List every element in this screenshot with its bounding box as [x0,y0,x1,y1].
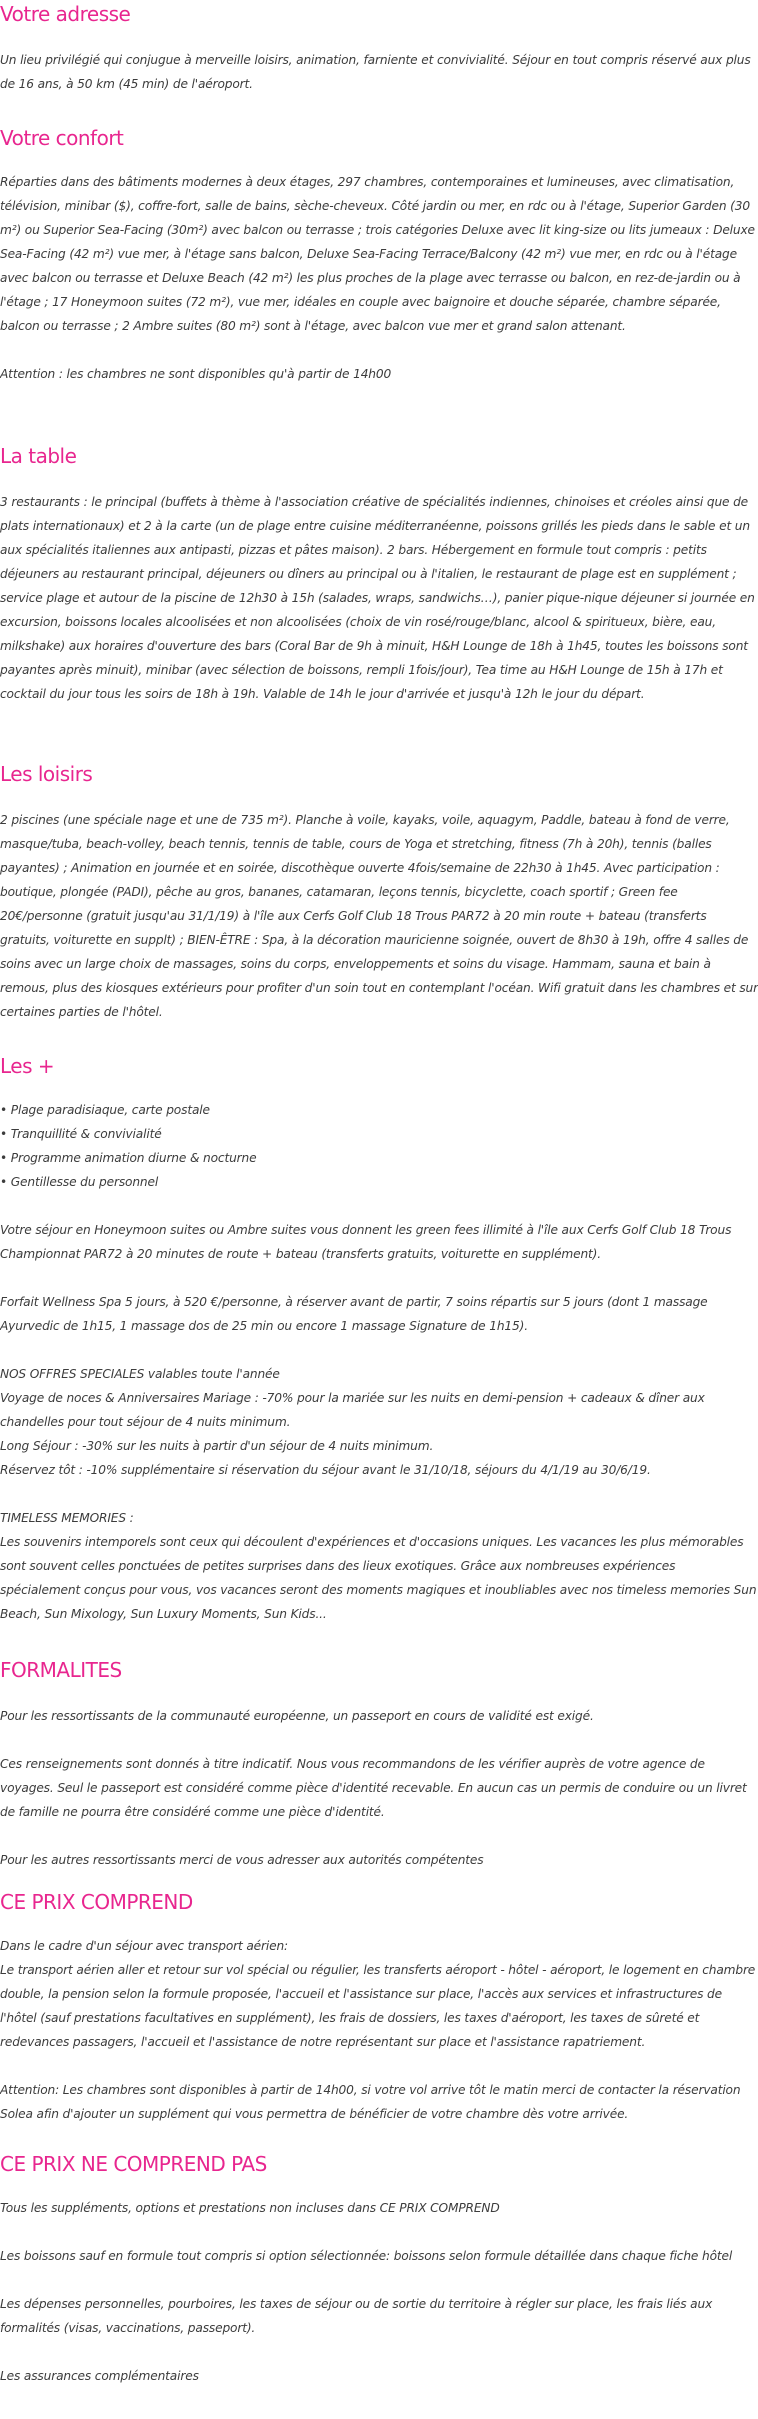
section-adresse [0,0,758,96]
section-paragraph: 2 piscines (une spéciale nage et une de 735 m²). Planche à voile, kayaks, voile, aquagym, Paddle, bateau à fond de verre, masque/tuba, beach-volley, beach tennis, tennis de table, cours de Yoga et stretching, fitness (7h à 20h), tennis (balles payantes) ; Animation en journée et en soirée, discothèque ouverte 4fois/semaine de 22h30 à 1h45. Avec participation : boutique, plongée (PADI), pêche au gros, bananes, catamaran, leçons tennis, bicyclette, coach sportif ; Green fee 20€/personne (gratuit jusqu'au 31/1/19) à l'île aux Cerfs Golf Club 18 Trous PAR72 à 20 min route + bateau (transferts gratuits, voiturette en supplt) ; BIEN-ÊTRE : Spa, à la décoration mauricienne soignée, ouvert de 8h30 à 19h, offre 4 salles de soins avec un large choix de massages, soins du corps, enveloppements et soins du visage. Hammam, sauna et bain à remous, plus des kiosques extérieurs pour profiter d'un soin tout en contemplant l'océan. Wifi gratuit dans les chambres et sur certaines parties de l'hôtel. [0,813,758,1019]
timeless-heading: TIMELESS MEMORIES : [0,1511,134,1525]
section-title: La table [0,444,77,468]
section-paragraph: Réparties dans des bâtiments modernes à deux étages, 297 chambres, contemporaines et lumineuses, avec climatisation, télévision, minibar ($), coffre-fort, salle de bains, sèche-cheveux. Côté jardin ou mer, en rdc ou à l'étage, Superior Garden (30 m²) ou Superior Sea-Facing (30m²) avec balcon ou terrasse ; trois catégories Deluxe avec lit king-size ou lits jumeaux : Deluxe Sea-Facing (42 m²) vue mer, à l'étage sans balcon, Deluxe Sea-Facing Terrace/Balcony (42 m²) vue mer, en rdc ou à l'étage avec balcon ou terrasse et Deluxe Beach (42 m²) les plus proches de la plage avec terrasse ou balcon, en rez-de-jardin ou à l'étage ; 17 Honeymoon suites (72 m²), vue mer, idéales en couple avec baignoire et douche séparée, chambre séparée, balcon ou terrasse ; 2 Ambre suites (80 m²) sont à l'étage, avec balcon vue mer et grand salon attenant. [0,175,755,333]
section-paragraph: Pour les ressortissants de la communauté européenne, un passeport en cours de validité est exigé. [0,1709,594,1723]
section-title: Votre confort [0,126,124,150]
list-item: • Programme animation diurne & nocturne [0,1151,257,1165]
section-paragraph: Dans le cadre d'un séjour avec transport aérien: [0,1939,288,1953]
section-paragraph: Le transport aérien aller et retour sur vol spécial ou régulier, les transferts aéroport - hôtel - aéroport, le logement en chambre double, la pension selon la formule proposée, l'accueil et l'assistance sur place, l'accès aux services et infrastructures de l'hôtel (sauf prestations facultatives en supplément), les frais de dossiers, les taxes d'aéroport, les taxes de sûreté et redevances passagers, l'accueil et l'assistance de notre représentant sur place et l'assistance rapatriement. [0,1963,756,2049]
attention-note: Attention : les chambres ne sont disponibles qu'à partir de 14h00 [0,367,392,381]
section-formalites [0,1656,758,1872]
section-paragraph: Tous les suppléments, options et prestations non incluses dans CE PRIX COMPREND [0,2201,500,2215]
wellness-offer-text: Forfait Wellness Spa 5 jours, à 520 €/personne, à réserver avant de partir, 7 soins répartis sur 5 jours (dont 1 massage Ayurvedic de 1h15, 1 massage dos de 25 min ou encore 1 massage Signature de 1h15). [0,1295,708,1333]
offer-line: Voyage de noces & Anniversaires Mariage : -70% pour la mariée sur les nuits en demi-pension + cadeaux & dîner aux chandelles pour tout séjour de 4 nuits minimum. [0,1391,705,1429]
attention-note: Attention: Les chambres sont disponibles à partir de 14h00, si votre vol arrive tôt le matin merci de contacter la réservation Solea afin d'ajouter un supplément qui vous permettra de bénéficier de votre chambre dès votre arrivée. [0,2083,741,2121]
section-title: Les + [0,1054,55,1078]
section-prix-comprend [0,1888,758,2126]
timeless-memories-block [0,1506,758,1626]
list-item: • Gentillesse du personnel [0,1175,159,1189]
highlights-list [0,1098,758,1194]
section-prix-ne-comprend [0,2150,758,2388]
offer-line: Long Séjour : -30% sur les nuits à partir d'un séjour de 4 nuits minimum. [0,1439,434,1453]
section-paragraph: 3 restaurants : le principal (buffets à thème à l'association créative de spécialités indiennes, chinoises et créoles ainsi que de plats internationaux) et 2 à la carte (un de plage entre cuisine méditerranéenne, poissons grillés les pieds dans le sable et un aux spécialités italiennes aux antipasti, pizzas et pâtes maison). 2 bars. Hébergement en formule tout compris : petits déjeuners au restaurant principal, déjeuners ou dîners au principal ou à l'italien, le restaurant de plage est en supplément ; service plage et autour de la piscine de 12h30 à 15h (salades, wraps, sandwichs…), panier pique-nique déjeuner si journée en excursion, boissons locales alcoolisées et non alcoolisées (choix de vin rosé/rouge/blanc, alcool & spiritueux, bière, eau, milkshake) aux horaires d'ouverture des bars (Coral Bar de 9h à minuit, H&H Lounge de 18h à 1h45, toutes les boissons sont payantes après minuit), minibar (avec sélection de boissons, rempli 1fois/jour), Tea time au H&H Lounge de 15h à 17h et cocktail du jour tous les soirs de 18h à 19h. Valable de 14h le jour d'arrivée et jusqu'à 12h le jour du départ. [0,495,755,701]
section-paragraph: Pour les autres ressortissants merci de vous adresser aux autorités compétentes [0,1853,484,1867]
section-paragraph: Les dépenses personnelles, pourboires, les taxes de séjour ou de sortie du territoire à régler sur place, les frais liés aux formalités (visas, vaccinations, passeport). [0,2297,713,2335]
list-item: • Tranquillité & convivialité [0,1127,162,1141]
section-paragraph: Les boissons sauf en formule tout compris si option sélectionnée: boissons selon formule détaillée dans chaque fiche hôtel [0,2249,733,2263]
section-title: FORMALITES [0,1658,122,1682]
special-offers-heading: NOS OFFRES SPECIALES valables toute l'année [0,1367,280,1381]
section-paragraph: Les assurances complémentaires [0,2369,199,2383]
section-plus [0,1052,758,1626]
golf-offer-text: Votre séjour en Honeymoon suites ou Ambre suites vous donnent les green fees illimité à l'île aux Cerfs Golf Club 18 Trous Championnat PAR72 à 20 minutes de route + bateau (transferts gratuits, voiturette en supplément). [0,1223,732,1261]
section-confort [0,124,758,386]
section-title: CE PRIX NE COMPREND PAS [0,2152,267,2176]
section-paragraph: Ces renseignements sont donnés à titre indicatif. Nous vous recommandons de les vérifier auprès de votre agence de voyages. Seul le passeport est considéré comme pièce d'identité recevable. En aucun cas un permis de conduire ou un livret de famille ne pourra être considéré comme une pièce d'identité. [0,1757,747,1819]
section-title: Votre adresse [0,2,131,26]
section-loisirs [0,760,758,1024]
section-title: Les loisirs [0,762,93,786]
section-paragraph: Un lieu privilégié qui conjugue à merveille loisirs, animation, farniente et convivialité. Séjour en tout compris réservé aux plus de 16 ans, à 50 km (45 min) de l'aéroport. [0,53,751,91]
section-title: CE PRIX COMPREND [0,1890,193,1914]
timeless-text: Les souvenirs intemporels sont ceux qui découlent d'expériences et d'occasions uniques. Les vacances les plus mémorables sont souvent celles ponctuées de petites surprises dans des lieux exotiques. Grâce aux nombreuses expériences spécialement conçus pour vous, vos vacances seront des moments magiques et inoubliables avec nos timeless memories Sun Beach, Sun Mixology, Sun Luxury Moments, Sun Kids... [0,1535,757,1621]
special-offers-block [0,1362,758,1482]
list-item: • Plage paradisiaque, carte postale [0,1103,210,1117]
offer-line: Réservez tôt : -10% supplémentaire si réservation du séjour avant le 31/10/18, séjours du 4/1/19 au 30/6/19. [0,1463,651,1477]
section-table [0,442,758,706]
